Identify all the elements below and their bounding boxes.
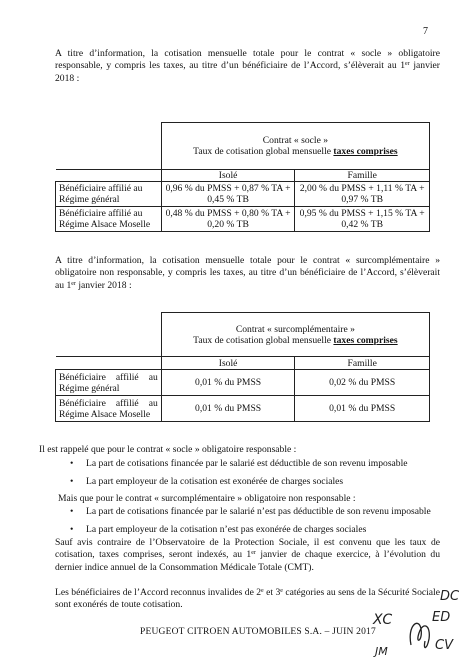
reminder-surcomp: Mais que pour le contrat « surcomplémentaire » obligatoire non responsable : — [58, 493, 356, 504]
bullet-icon: • — [70, 476, 74, 488]
col-isole: Isolé — [161, 170, 295, 182]
col-isole: Isolé — [161, 357, 295, 370]
handwritten-initials: JM — [375, 645, 388, 658]
rate-isole: 0,48 % du PMSS + 0,80 % TA + 0,20 % TB — [161, 207, 295, 232]
intro-surcomp-paragraph: A titre d’information, la cotisation mensuelle totale pour le contrat « surcomplémentaire » obligatoire non responsable, y compris les taxes, au titre d’un bénéficiaire de l’Accord, s’élèverait au 1er janvier 2018 : — [55, 255, 440, 291]
row-label: Bénéficiaire affilié au Régime Alsace Moselle — [56, 396, 162, 422]
row-label: Bénéficiaire affilié au Régime général — [56, 370, 162, 396]
rate-isole: 0,01 % du PMSS — [161, 396, 295, 422]
table-row — [56, 370, 430, 396]
table-row — [56, 207, 430, 232]
signature-scribble — [405, 615, 435, 655]
table-header: Contrat « surcomplémentaire » Taux de cotisation global mensuelle taxes comprises — [161, 313, 429, 357]
intro-socle-paragraph: A titre d’information, la cotisation mensuelle totale pour le contrat « socle » obligatoire responsable, y compris les taxes, au titre d’un bénéficiaire de l’Accord, s’élèverait au 1er janvier 2018 : — [55, 48, 440, 84]
row-label: Bénéficiaire affilié au Régime général — [56, 182, 162, 207]
handwritten-initials: DC — [440, 589, 460, 604]
reminder-socle: Il est rappelé que pour le contrat « socle » obligatoire responsable : — [39, 444, 297, 455]
bullets-socle — [66, 458, 456, 495]
rate-famille: 0,95 % du PMSS + 1,15 % TA + 0,42 % TB — [295, 207, 430, 232]
list-item: • La part employeur de la cotisation n’est pas exonérée de charges sociales — [70, 524, 367, 536]
rate-famille: 0,02 % du PMSS — [295, 370, 430, 396]
table-header: Contrat « socle » Taux de cotisation global mensuelle taxes comprises — [161, 123, 429, 170]
surcomp-rates-table — [55, 312, 430, 422]
handwritten-initials: XC — [373, 612, 393, 628]
table-row — [56, 396, 430, 422]
rate-isole: 0,96 % du PMSS + 0,87 % TA + 0,45 % TB — [161, 182, 295, 207]
page-footer: PEUGEOT CITROEN AUTOMOBILES S.A. – JUIN 2017 — [140, 627, 376, 637]
handwritten-initials: ED — [432, 610, 451, 625]
bullet-icon: • — [70, 524, 74, 536]
rate-famille: 0,01 % du PMSS — [295, 396, 430, 422]
bullet-icon: • — [70, 506, 74, 517]
page-number: 7 — [423, 26, 428, 37]
table-row — [56, 182, 430, 207]
indexation-paragraph: Sauf avis contraire de l’Observatoire de la Protection Sociale, il est convenu que les taux de cotisation, taxes comprises, seront indexés, au 1er janvier de chaque exercice, à l’évolution du dernier indice annuel de la Consommation Médicale Totale (CMT). — [55, 537, 440, 573]
socle-rates-table — [55, 122, 430, 232]
col-famille: Famille — [295, 170, 430, 182]
list-item: • La part employeur de la cotisation est exonérée de charges sociales — [70, 476, 344, 488]
list-item: • La part de cotisations financée par le salarié est déductible de son revenu imposable — [70, 458, 408, 469]
rate-famille: 2,00 % du PMSS + 1,11 % TA + 0,97 % TB — [295, 182, 430, 207]
col-famille: Famille — [295, 357, 430, 370]
list-item: • La part de cotisations financée par le salarié n’est pas déductible de son revenu imposable — [70, 506, 431, 517]
handwritten-initials: CV — [435, 638, 453, 653]
invalides-paragraph: Les bénéficiaires de l’Accord reconnus invalides de 2e et 3e catégories au sens de la Sécurité Sociale sont exonérés de toute cotisation. — [55, 587, 440, 611]
bullet-icon: • — [70, 458, 74, 469]
row-label: Bénéficiaire affilié au Régime Alsace Moselle — [56, 207, 162, 232]
rate-isole: 0,01 % du PMSS — [161, 370, 295, 396]
